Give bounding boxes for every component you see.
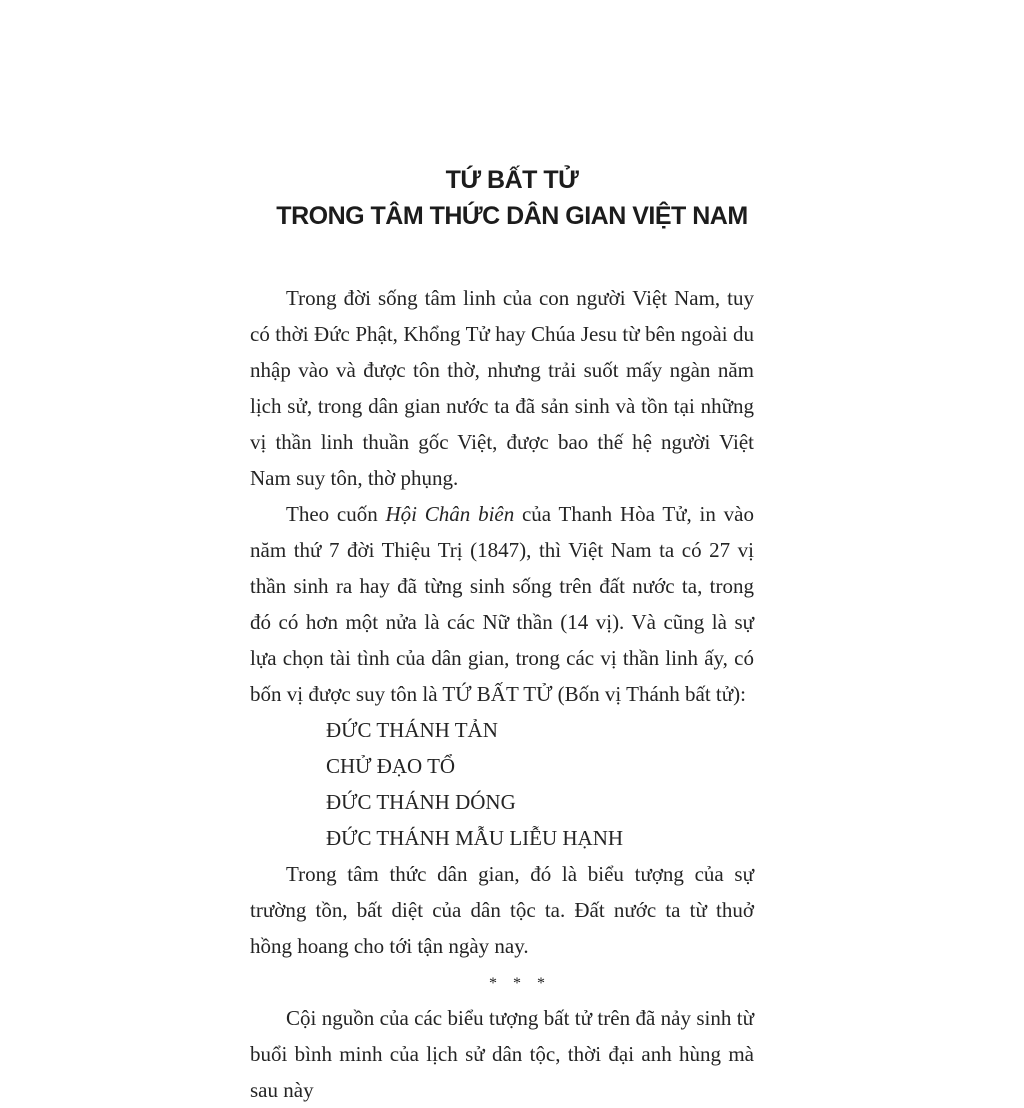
chapter-title-line-1: TỨ BẤT TỬ [445, 166, 579, 194]
four-immortals-list [250, 712, 754, 856]
book-title-italic: Hội Chân biên [385, 502, 515, 526]
paragraph-intro: Trong đời sống tâm linh của con người Việt Nam, tuy có thời Đức Phật, Khổng Tử hay Chúa Jesu từ bên ngoài du nhập vào và được tôn thờ, nhưng trải suốt mấy ngàn năm lịch sử, trong dân gian nước ta đã sản sinh và tồn tại những vị thần linh thuần gốc Việt, được bao thế hệ người Việt Nam suy tôn, thờ phụng. [250, 286, 754, 490]
paragraph-hoi-chan-bien [250, 496, 754, 712]
paragraph-text: của Thanh Hòa Tử, in vào năm thứ 7 đời Thiệu Trị (1847), thì Việt Nam ta có 27 vị thần sinh ra hay đã từng sinh sống trên đất nước ta, trong đó có hơn một nửa là các Nữ thần (14 vị). Và cũng là sự lựa chọn tài tình của dân gian, trong các vị thần linh ấy, có bốn vị được suy tôn là TỨ BẤT TỬ (Bốn vị Thánh bất tử): [250, 502, 754, 706]
list-item: ĐỨC THÁNH TẢN [326, 718, 498, 742]
chapter-body [250, 280, 754, 1108]
list-item: CHỬ ĐẠO TỔ [326, 754, 456, 778]
section-separator: * * * [489, 975, 551, 992]
paragraph-folk-consciousness: Trong tâm thức dân gian, đó là biểu tượng của sự trường tồn, bất diệt của dân tộc ta. Đất nước ta từ thuở hồng hoang cho tới tận ngày nay. [250, 862, 754, 958]
list-item: ĐỨC THÁNH DÓNG [326, 790, 516, 814]
chapter-title-line-2: TRONG TÂM THỨC DÂN GIAN VIỆT NAM [276, 202, 748, 230]
paragraph-origins: Cội nguồn của các biểu tượng bất tử trên đã nảy sinh từ buổi bình minh của lịch sử dân tộc, thời đại anh hùng mà sau này [250, 1006, 754, 1102]
paragraph-text: Theo cuốn [286, 502, 386, 526]
list-item: ĐỨC THÁNH MẪU LIỄU HẠNH [326, 826, 624, 850]
